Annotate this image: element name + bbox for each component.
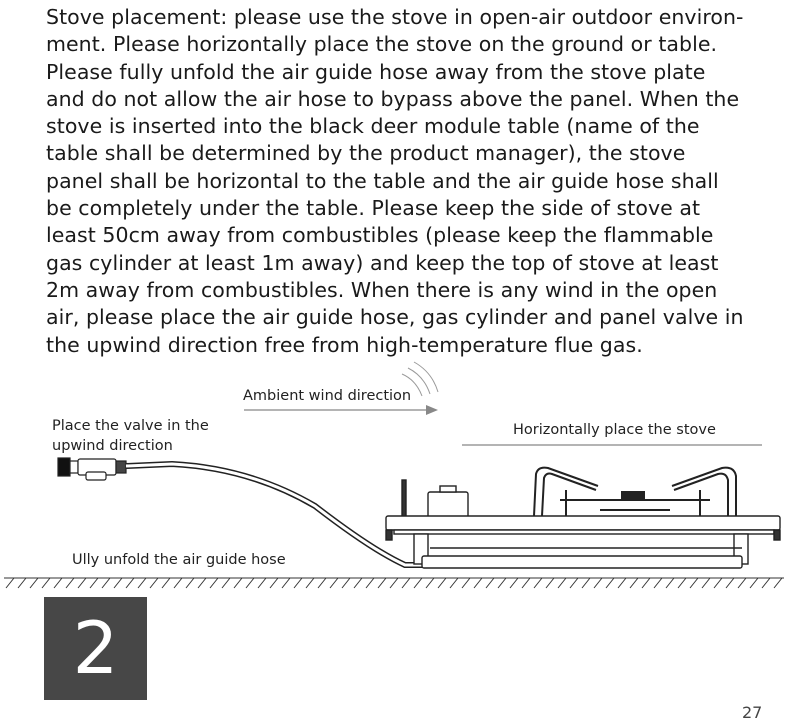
ground-hatch-mark — [354, 578, 362, 588]
ground-hatch-mark — [462, 578, 470, 588]
valve-label-line1: Place the valve in the — [52, 418, 209, 434]
instruction-line: ment. Please horizontally place the stove on the ground or table. — [46, 32, 718, 57]
ground-hatch-mark — [78, 578, 86, 588]
ground-hatch-mark — [738, 578, 746, 588]
instruction-line: gas cylinder at least 1m away) and keep the top of stove at least — [46, 250, 719, 275]
instruction-line: stove is inserted into the black deer module table (name of the — [46, 114, 700, 139]
ground-hatch-mark — [162, 578, 170, 588]
ground-hatch-mark — [678, 578, 686, 588]
stove-placement-label: Horizontally place the stove — [513, 422, 716, 438]
instruction-line: air, please place the air guide hose, gas cylinder and panel valve in — [46, 305, 744, 330]
step-number-badge: 2 — [44, 597, 147, 700]
ground-hatch-mark — [66, 578, 74, 588]
ground-hatch-mark — [258, 578, 266, 588]
ground-hatch-mark — [546, 578, 554, 588]
pot-support-icon — [534, 468, 736, 516]
ground-hatch-mark — [762, 578, 770, 588]
instruction-line: the upwind direction free from high-temperature flue gas. — [46, 332, 643, 357]
ground-hatch-mark — [402, 578, 410, 588]
ground-hatch-mark — [534, 578, 542, 588]
ground-hatch-mark — [390, 578, 398, 588]
ground-hatch-mark — [234, 578, 242, 588]
ground-hatch-mark — [450, 578, 458, 588]
ground-hatch-mark — [606, 578, 614, 588]
ground-hatch-mark — [594, 578, 602, 588]
stove-body — [386, 480, 780, 568]
ground-hatch-mark — [246, 578, 254, 588]
ground-hatch-mark — [318, 578, 326, 588]
ground-hatch-mark — [702, 578, 710, 588]
ground-hatch-mark — [774, 578, 782, 588]
instruction-line: least 50cm away from combustibles (please keep the flammable — [46, 223, 714, 248]
ground-hatch-mark — [522, 578, 530, 588]
ground-hatch-mark — [570, 578, 578, 588]
ground-hatch-mark — [750, 578, 758, 588]
ground-hatch-mark — [690, 578, 698, 588]
instruction-line: Stove placement: please use the stove in open-air outdoor environ- — [46, 5, 744, 29]
ground-hatch-mark — [714, 578, 722, 588]
instruction-line: panel shall be horizontal to the table and the air guide hose shall — [46, 168, 719, 193]
ground-hatch-mark — [438, 578, 446, 588]
ground-hatch-mark — [474, 578, 482, 588]
ground-hatch-mark — [198, 578, 206, 588]
instruction-line: 2m away from combustibles. When there is any wind in the open — [46, 277, 718, 302]
ground-hatch-mark — [54, 578, 62, 588]
ground-hatch-mark — [18, 578, 26, 588]
ground-hatch-mark — [150, 578, 158, 588]
ground-hatch-mark — [486, 578, 494, 588]
ground-hatch-mark — [42, 578, 50, 588]
ground-hatch-mark — [726, 578, 734, 588]
ground-hatch-mark — [654, 578, 662, 588]
page-number: 27 — [742, 703, 763, 722]
valve-label-line2: upwind direction — [52, 438, 173, 454]
ground-hatch-mark — [426, 578, 434, 588]
ground-hatch-mark — [498, 578, 506, 588]
wind-arrow-icon — [244, 405, 438, 415]
instruction-line: and do not allow the air hose to bypass above the panel. When the — [46, 86, 740, 111]
valve-icon — [58, 458, 126, 480]
ground-hatch-mark — [618, 578, 626, 588]
ground-hatch-mark — [642, 578, 650, 588]
ground-hatch-mark — [330, 578, 338, 588]
ground-hatch-mark — [126, 578, 134, 588]
ground-hatch-mark — [90, 578, 98, 588]
instruction-line: be completely under the table. Please keep the side of stove at — [46, 196, 701, 221]
ground-hatch-mark — [114, 578, 122, 588]
ground-hatch-mark — [138, 578, 146, 588]
ground-hatch-mark — [582, 578, 590, 588]
instruction-paragraph — [46, 4, 746, 359]
ground-hatch-mark — [294, 578, 302, 588]
ground-hatch-mark — [174, 578, 182, 588]
ground-hatch-mark — [666, 578, 674, 588]
ground-hatch-mark — [102, 578, 110, 588]
instruction-line: Please fully unfold the air guide hose away from the stove plate — [46, 59, 706, 84]
wind-direction-label: Ambient wind direction — [243, 388, 412, 404]
ground-hatch-mark — [30, 578, 38, 588]
ground-hatch-mark — [366, 578, 374, 588]
ground-hatch-mark — [342, 578, 350, 588]
ground-hatch-mark — [414, 578, 422, 588]
ground-hatch-mark — [270, 578, 278, 588]
ground-hatch-mark — [186, 578, 194, 588]
ground-hatch-mark — [558, 578, 566, 588]
ground-hatch-mark — [630, 578, 638, 588]
ground-hatch-mark — [210, 578, 218, 588]
hose-label: Ully unfold the air guide hose — [72, 552, 286, 568]
ground-hatch-mark — [306, 578, 314, 588]
ground-hatch-mark — [222, 578, 230, 588]
ground-hatch-mark — [510, 578, 518, 588]
ground-hatch-mark — [282, 578, 290, 588]
ground-hatch-mark — [378, 578, 386, 588]
ground-hatch — [4, 578, 784, 588]
instruction-line: table shall be determined by the product manager), the stove — [46, 141, 686, 166]
air-guide-hose — [126, 464, 430, 565]
ground-hatch-mark — [6, 578, 14, 588]
